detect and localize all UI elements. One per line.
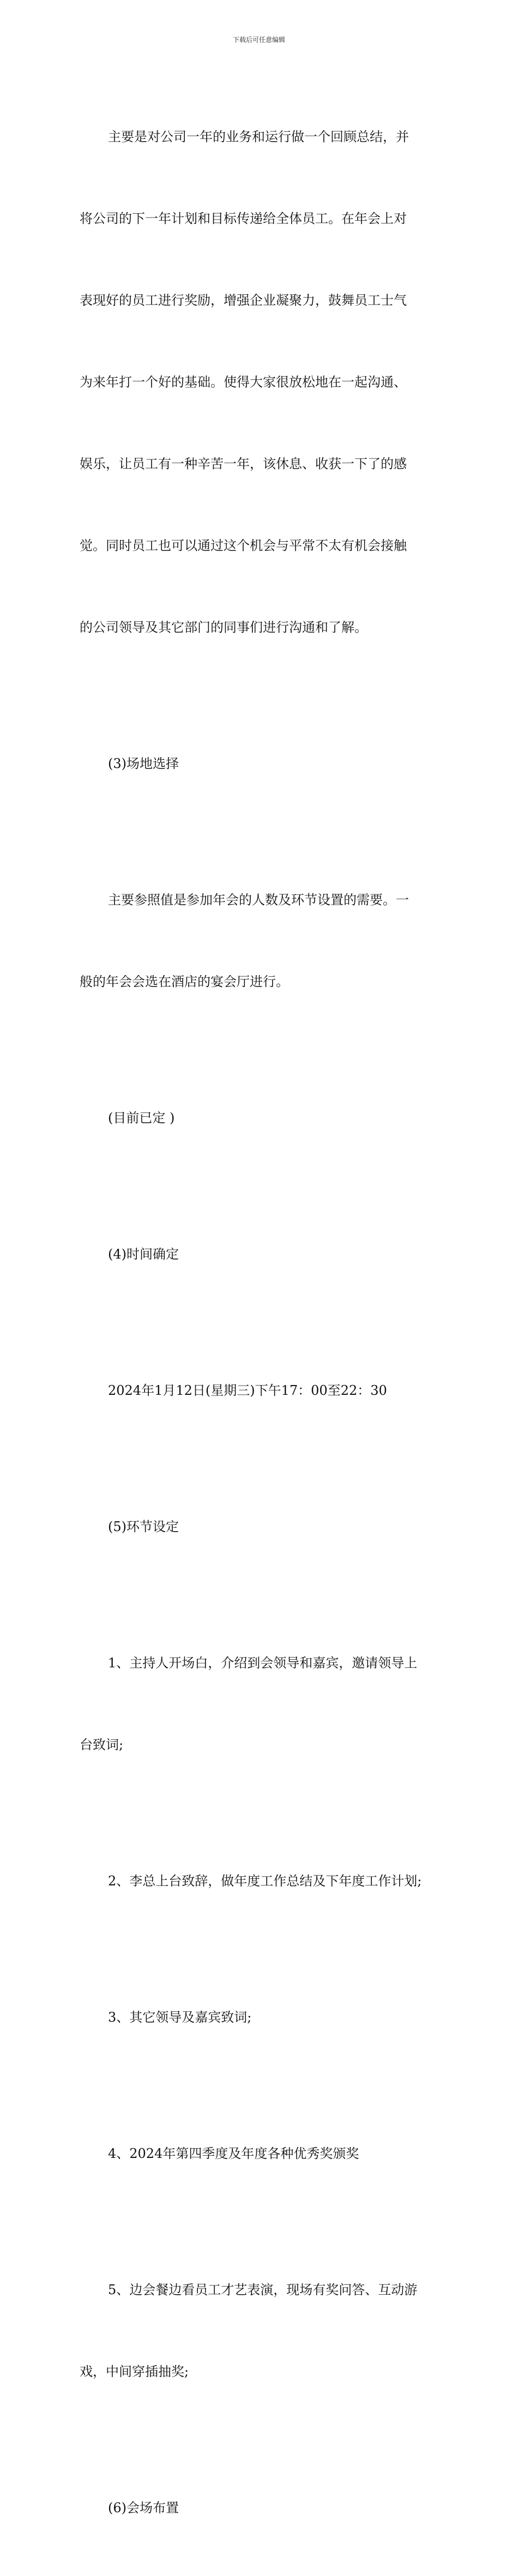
text-line: 3、其它领导及嘉宾致词; [108,2010,252,2025]
page-header-note: 下载后可任意编辑 [232,36,285,44]
text-line: 1、主持人开场白，介绍到会领导和嘉宾，邀请领导上 [108,1655,418,1671]
text-line: 娱乐，让员工有一种辛苦一年，该休息、收获一下了的感 [80,456,407,471]
paragraph-annual-meeting-purpose [80,69,439,696]
text-line: 般的年会会选在酒店的宴会厅进行。 [80,974,289,989]
text-line: 表现好的员工进行奖励，增强企业凝聚力，鼓舞员工士气 [80,293,407,308]
text-line: 戏，中间穿插抽奖; [80,2364,189,2379]
heading-agenda [80,1459,439,1595]
text-line: 主要是对公司一年的业务和运行做一个回顾总结，并 [108,129,409,144]
text-line: 5、边会餐边看员工才艺表演，现场有奖问答、互动游 [108,2282,418,2297]
agenda-item-2 [80,1813,439,1949]
agenda-item-3 [80,1949,439,2085]
text-line: 将公司的下一年计划和目标传递给全体员工。在年会上对 [80,211,407,226]
paragraph-venue-status [80,1050,439,1186]
text-line: (目前已定 ) [108,1110,175,1126]
text-line: 主要参照值是参加年会的人数及环节设置的需要。一 [108,892,409,908]
text-line: 台致词; [80,1737,124,1752]
text-line: 2024年1月12日(星期三)下午17：00至22：30 [108,1383,387,1398]
heading-venue-layout [80,2440,439,2576]
agenda-item-4 [80,2085,439,2222]
text-line: 2、李总上台致辞，做年度工作总结及下年度工作计划; [108,1873,422,1889]
text-line: 为来年打一个好的基础。使得大家很放松地在一起沟通、 [80,374,407,390]
agenda-item-5 [80,2222,439,2440]
text-line: (6)会场布置 [108,2500,179,2515]
agenda-item-1 [80,1595,439,1813]
document-body [80,69,439,2576]
heading-time [80,1186,439,1322]
paragraph-venue [80,832,439,1050]
text-line: 的公司领导及其它部门的同事们进行沟通和了解。 [80,620,368,635]
text-line: (4)时间确定 [108,1247,179,1262]
text-line: 4、2024年第四季度及年度各种优秀奖颁奖 [108,2146,359,2161]
paragraph-date-time [80,1322,439,1459]
text-line: (3)场地选择 [108,756,179,771]
text-line: 觉。同时员工也可以通过这个机会与平常不太有机会接触 [80,538,407,553]
heading-venue-selection [80,696,439,832]
text-line: (5)环节设定 [108,1519,179,1534]
